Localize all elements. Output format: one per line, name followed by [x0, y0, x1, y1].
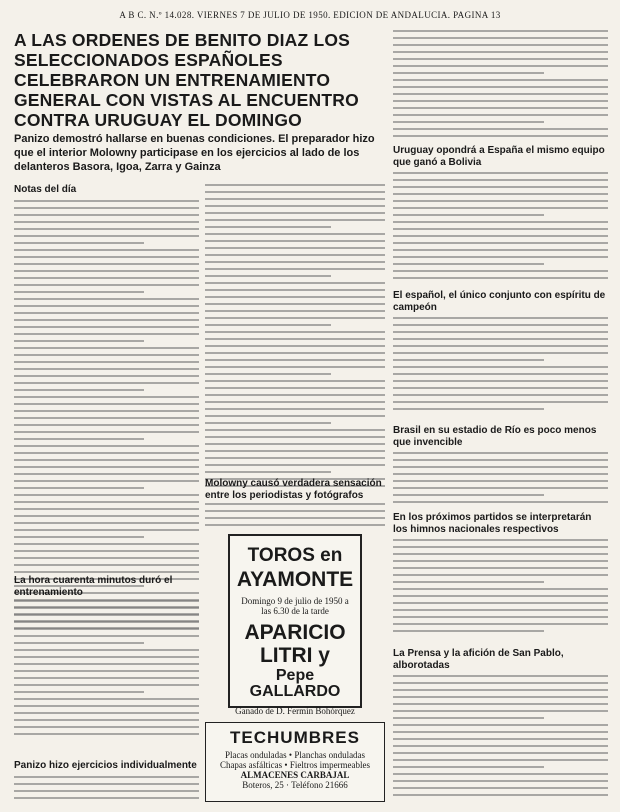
masthead: A B C. N.º 14.028. VIERNES 7 DE JULIO DE 1950. EDICION DE ANDALUCIA. PAGINA 13 [119, 10, 501, 20]
main-subhead: Panizo demostró hallarse en buenas condiciones. El preparador hizo que el interior Molowny participase en los ejercicios al lado de los delanteros Basora, Igoa, Zarra y Gainza [14, 133, 375, 173]
text-line [205, 296, 385, 298]
text-line [14, 242, 144, 244]
text-line [14, 790, 199, 792]
text-line [393, 331, 608, 333]
text-line [393, 682, 608, 684]
text-line [393, 352, 608, 354]
text-line [393, 738, 608, 740]
text-line [393, 616, 608, 618]
text-line [393, 366, 608, 368]
section-hora: La hora cuarenta minutos duró el entrenamiento [14, 575, 173, 598]
text-line [205, 471, 331, 473]
text-line [393, 235, 608, 237]
text-line [14, 698, 199, 700]
text-line [393, 466, 608, 468]
text-line [14, 501, 199, 503]
text-line [393, 724, 608, 726]
main-headline: A LAS ORDENES DE BENITO DIAZ LOS SELECCIONADOS ESPAÑOLES CELEBRARON UN ENTRENAMIENTO GENERAL CON VISTAS AL ENCUENTRO CONTRA URUGUAY EL DOMINGO [14, 30, 359, 130]
text-line [205, 524, 385, 526]
text-line [393, 79, 608, 81]
text-line [205, 205, 385, 207]
text-line [14, 277, 199, 279]
text-line [393, 602, 608, 604]
text-line [14, 361, 199, 363]
text-line [393, 72, 544, 74]
column-2-text-b [205, 503, 385, 531]
column-3-text-c [393, 317, 608, 415]
text-line [14, 452, 199, 454]
text-line [393, 501, 608, 503]
text-line [393, 37, 608, 39]
text-line [393, 752, 608, 754]
ad-techumbres-line3: ALMACENES CARBAJAL [240, 770, 350, 780]
ad-toros-line2: AYAMONTE [236, 568, 354, 591]
text-line [393, 44, 608, 46]
text-line [205, 443, 385, 445]
text-line [205, 226, 331, 228]
column-1-text-c [14, 776, 199, 804]
text-line [205, 268, 385, 270]
text-line [14, 670, 199, 672]
text-line [393, 193, 608, 195]
text-line [205, 331, 385, 333]
text-line [393, 780, 608, 782]
text-line [393, 452, 608, 454]
text-line [393, 766, 544, 768]
text-line [205, 380, 385, 382]
text-line [14, 571, 199, 573]
text-line [14, 305, 199, 307]
text-line [205, 517, 385, 519]
text-line [14, 656, 199, 658]
text-line [14, 298, 199, 300]
text-line [14, 621, 199, 623]
text-line [393, 135, 608, 137]
text-line [393, 567, 608, 569]
text-line [205, 324, 331, 326]
text-line [14, 424, 199, 426]
text-line [14, 508, 199, 510]
text-line [393, 100, 608, 102]
text-line [14, 649, 199, 651]
text-line [393, 787, 608, 789]
column-1-text-b [14, 600, 199, 740]
text-line [393, 487, 608, 489]
text-line [393, 179, 608, 181]
text-line [393, 630, 544, 632]
text-line [393, 121, 544, 123]
text-line [14, 536, 144, 538]
ad-toros-footer: Ganado de D. Fermín Bohórquez [235, 706, 355, 716]
text-line [14, 628, 199, 630]
text-line [393, 263, 544, 265]
text-line [393, 228, 608, 230]
section-proximos: En los próximos partidos se interpretarán los himnos nacionales respectivos [393, 512, 592, 535]
column-3-text [393, 30, 608, 142]
text-line [393, 86, 608, 88]
text-line [393, 114, 608, 116]
column-3-text-e [393, 539, 608, 637]
text-line [393, 277, 608, 279]
text-line [14, 600, 199, 602]
text-line [393, 696, 608, 698]
text-line [14, 529, 199, 531]
text-line [14, 776, 199, 778]
ad-toros [228, 534, 362, 716]
text-line [14, 677, 199, 679]
text-line [14, 200, 199, 202]
text-line [205, 310, 385, 312]
text-line [205, 464, 385, 466]
text-line [14, 543, 199, 545]
text-line [393, 65, 608, 67]
text-line [14, 712, 199, 714]
text-line [14, 291, 144, 293]
text-line [14, 797, 199, 799]
text-line [14, 614, 199, 616]
text-line [393, 553, 608, 555]
text-line [205, 289, 385, 291]
text-line [205, 366, 385, 368]
text-line [205, 352, 385, 354]
section-uruguay: Uruguay opondrá a España el mismo equipo que ganó a Bolivia [393, 145, 605, 168]
text-line [14, 487, 144, 489]
text-line [14, 733, 199, 735]
text-line [205, 387, 385, 389]
text-line [205, 503, 385, 505]
text-line [14, 719, 199, 721]
text-line [14, 417, 199, 419]
text-line [14, 396, 199, 398]
text-line [205, 338, 385, 340]
text-line [393, 249, 608, 251]
text-line [14, 340, 144, 342]
text-line [205, 373, 331, 375]
text-line [393, 221, 608, 223]
ad-toros-date: Domingo 9 de julio de 1950 a las 6.30 de la tarde [241, 596, 349, 616]
text-line [14, 207, 199, 209]
text-line [393, 338, 608, 340]
text-line [205, 317, 385, 319]
text-line [205, 450, 385, 452]
text-line [14, 783, 199, 785]
text-line [205, 219, 385, 221]
text-line [205, 401, 385, 403]
text-line [14, 431, 199, 433]
text-line [14, 319, 199, 321]
text-line [205, 261, 385, 263]
text-line [14, 312, 199, 314]
text-line [205, 184, 385, 186]
text-line [393, 270, 608, 272]
text-line [393, 93, 608, 95]
column-3-text-d [393, 452, 608, 508]
text-line [393, 560, 608, 562]
text-line [14, 607, 199, 609]
text-line [205, 240, 385, 242]
text-line [14, 214, 199, 216]
text-line [14, 368, 199, 370]
text-line [393, 107, 608, 109]
text-line [393, 317, 608, 319]
text-line [393, 539, 608, 541]
text-line [393, 172, 608, 174]
text-line [14, 635, 199, 637]
text-line [393, 473, 608, 475]
section-molowny: Molowny causó verdadera sensación entre los periodistas y fotógrafos [205, 478, 382, 501]
text-line [393, 214, 544, 216]
text-line [393, 595, 608, 597]
text-line [14, 249, 199, 251]
text-line [205, 457, 385, 459]
text-line [14, 375, 199, 377]
text-line [205, 394, 385, 396]
text-line [393, 58, 608, 60]
text-line [393, 324, 608, 326]
section-brasil: Brasil en su estadio de Río es poco menos que invencible [393, 425, 597, 448]
text-line [14, 228, 199, 230]
text-line [205, 345, 385, 347]
column-3-text-f [393, 675, 608, 801]
text-line [14, 284, 199, 286]
text-line [205, 233, 385, 235]
text-line [393, 588, 608, 590]
text-line [14, 270, 199, 272]
text-line [205, 429, 385, 431]
ad-techumbres-line1: Placas onduladas • Planchas onduladas [224, 750, 366, 760]
text-line [14, 389, 144, 391]
text-line [393, 200, 608, 202]
text-line [393, 394, 608, 396]
text-line [14, 438, 144, 440]
text-line [205, 282, 385, 284]
text-line [14, 221, 199, 223]
text-line [14, 235, 199, 237]
text-line [393, 675, 608, 677]
text-line [14, 466, 199, 468]
text-line [14, 445, 199, 447]
text-line [14, 705, 199, 707]
text-line [14, 326, 199, 328]
text-line [205, 436, 385, 438]
text-line [205, 422, 331, 424]
column-2-text [205, 184, 385, 492]
text-line [205, 191, 385, 193]
text-line [14, 263, 199, 265]
text-line [14, 256, 199, 258]
text-line [393, 51, 608, 53]
text-line [393, 401, 608, 403]
text-line [393, 380, 608, 382]
text-line [14, 663, 199, 665]
text-line [205, 212, 385, 214]
text-line [393, 710, 608, 712]
text-line [393, 359, 544, 361]
text-line [205, 254, 385, 256]
text-line [205, 247, 385, 249]
text-line [14, 473, 199, 475]
text-line [393, 186, 608, 188]
text-line [14, 347, 199, 349]
ad-techumbres-title: TECHUMBRES [230, 728, 360, 747]
text-line [393, 494, 544, 496]
text-line [205, 510, 385, 512]
text-line [393, 207, 608, 209]
text-line [393, 242, 608, 244]
ad-toros-line1: TOROS en [247, 545, 343, 566]
text-line [393, 30, 608, 32]
text-line [393, 794, 608, 796]
text-line [205, 415, 385, 417]
text-line [393, 574, 608, 576]
ad-toros-line5: Pepe GALLARDO [249, 667, 341, 700]
text-line [393, 480, 608, 482]
text-line [393, 689, 608, 691]
text-line [393, 373, 608, 375]
column-3-text-b [393, 172, 608, 284]
text-line [393, 128, 608, 130]
text-line [205, 275, 331, 277]
text-line [393, 408, 544, 410]
text-line [393, 745, 608, 747]
text-line [393, 459, 608, 461]
text-line [393, 623, 608, 625]
text-line [205, 359, 385, 361]
ad-techumbres-line4: Boteros, 25 · Teléfono 21666 [242, 780, 348, 790]
text-line [14, 726, 199, 728]
text-line [14, 550, 199, 552]
text-line [14, 333, 199, 335]
text-line [393, 703, 608, 705]
text-line [14, 564, 199, 566]
text-line [393, 609, 608, 611]
text-line [393, 345, 608, 347]
text-line [205, 408, 385, 410]
ad-toros-line4: LITRI y [259, 644, 330, 667]
text-line [14, 480, 199, 482]
text-line [14, 515, 199, 517]
text-line [393, 773, 608, 775]
text-line [393, 731, 608, 733]
section-panizo: Panizo hizo ejercicios individualmente [14, 760, 197, 771]
text-line [14, 410, 199, 412]
text-line [14, 691, 144, 693]
ad-toros-line3: APARICIO [244, 621, 346, 644]
text-line [14, 459, 199, 461]
text-line [14, 557, 199, 559]
text-line [205, 198, 385, 200]
text-line [393, 581, 544, 583]
column-1-text [14, 200, 199, 634]
text-line [393, 387, 608, 389]
section-notas: Notas del día [14, 184, 77, 195]
text-line [393, 717, 544, 719]
text-line [393, 256, 608, 258]
text-line [14, 354, 199, 356]
text-line [14, 382, 199, 384]
section-espiritu: El español, el único conjunto con espíritu de campeón [393, 290, 606, 313]
section-prensa: La Prensa y la afición de San Pablo, alborotadas [393, 648, 564, 671]
text-line [393, 546, 608, 548]
text-line [14, 494, 199, 496]
text-line [14, 522, 199, 524]
text-line [14, 684, 199, 686]
text-line [393, 759, 608, 761]
ad-techumbres-line2: Chapas asfálticas • Fieltros impermeables [219, 760, 371, 770]
text-line [14, 642, 144, 644]
text-line [14, 403, 199, 405]
ad-techumbres [205, 722, 385, 802]
text-line [205, 303, 385, 305]
